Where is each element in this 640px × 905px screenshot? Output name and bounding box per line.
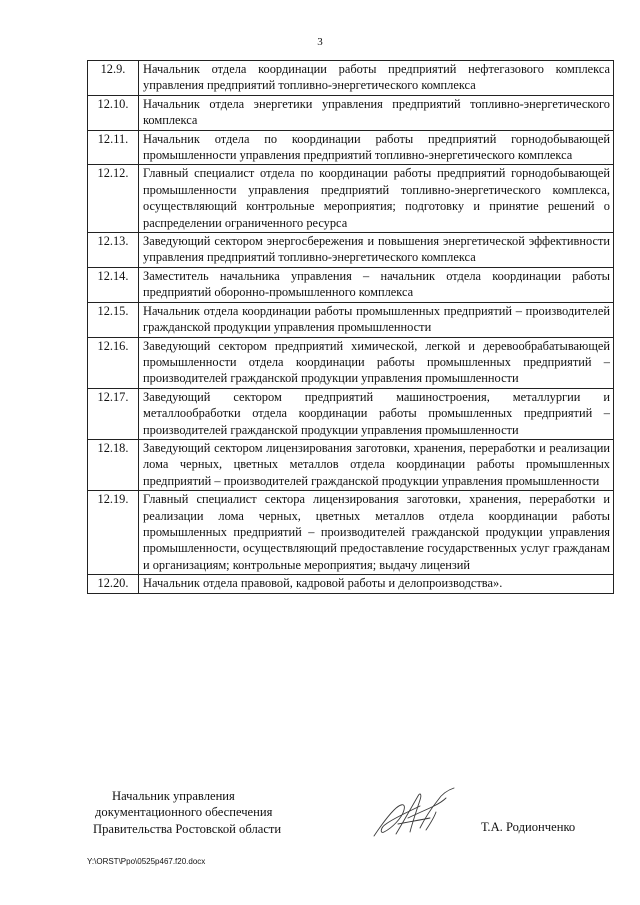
- row-position-title: Главный специалист отдела по координации работы предприятий горнодобывающей промышленности управления предприятий топливно-энергетического комплекса, осуществляющий контрольные мероприятия; подготовку и принятие решений о распределении ограниченного ресурса: [139, 165, 614, 233]
- row-number: 12.20.: [88, 575, 139, 593]
- table-row: [88, 337, 614, 388]
- table-row: [88, 233, 614, 268]
- table-row: [88, 61, 614, 96]
- table-row: [88, 302, 614, 337]
- row-position-title: Заведующий сектором предприятий химической, легкой и деревообрабатывающей промышленности отдела координации работы промышленных предприятий – производителей гражданской продукции управления промышленности: [139, 337, 614, 388]
- table-row: [88, 439, 614, 490]
- positions-table-body: [88, 61, 614, 594]
- file-path: Y:\ORST\Ppo\0525p467.f20.docx: [87, 857, 206, 866]
- row-position-title: Заведующий сектором предприятий машиностроения, металлургии и металлообработки отдела координации работы промышленных предприятий – производителей гражданской продукции управления промышленности: [139, 388, 614, 439]
- row-position-title: Заведующий сектором энергосбережения и повышения энергетической эффективности управления предприятий топливно-энергетического комплекса: [139, 233, 614, 268]
- signer-name: Т.А. Родионченко: [481, 820, 576, 834]
- row-number: 12.17.: [88, 388, 139, 439]
- row-number: 12.15.: [88, 302, 139, 337]
- table-row: [88, 130, 614, 165]
- row-number: 12.14.: [88, 267, 139, 302]
- row-position-title: Заместитель начальника управления – начальник отдела координации работы предприятий оборонно-промышленного комплекса: [139, 267, 614, 302]
- row-number: 12.10.: [88, 95, 139, 130]
- table-row: [88, 267, 614, 302]
- row-number: 12.11.: [88, 130, 139, 165]
- row-position-title: Главный специалист сектора лицензирования заготовки, хранения, переработки и реализации лома черных, цветных металлов отдела координации работы промышленных предприятий – производителей гражданской продукции управления промышленности, осуществляющий предоставление государственных услуг гражданам и организациям; контрольные мероприятия; выдачу лицензий: [139, 491, 614, 575]
- page-number: 3: [317, 36, 323, 48]
- row-position-title: Начальник отдела энергетики управления предприятий топливно-энергетического комплекса: [139, 95, 614, 130]
- row-number: 12.13.: [88, 233, 139, 268]
- signature-title-line-2: документационного обеспечения: [95, 805, 273, 820]
- table-row: [88, 165, 614, 233]
- table-row: [88, 575, 614, 593]
- row-position-title: Начальник отдела по координации работы предприятий горнодобывающей промышленности управления предприятий топливно-энергетического комплекса: [139, 130, 614, 165]
- row-number: 12.12.: [88, 165, 139, 233]
- table-row: [88, 388, 614, 439]
- row-position-title: Начальник отдела координации работы предприятий нефтегазового комплекса управления предприятий топливно-энергетического комплекса: [139, 61, 614, 96]
- row-position-title: Заведующий сектором лицензирования заготовки, хранения, переработки и реализации лома черных, цветных металлов отдела координации работы промышленных предприятий – производителей гражданской продукции управления промышленности: [139, 439, 614, 490]
- row-number: 12.18.: [88, 439, 139, 490]
- signature-title-line-3: Правительства Ростовской области: [93, 821, 282, 836]
- table-row: [88, 491, 614, 575]
- row-number: 12.16.: [88, 337, 139, 388]
- row-position-title: Начальник отдела правовой, кадровой работы и делопроизводства».: [139, 575, 614, 593]
- row-number: 12.9.: [88, 61, 139, 96]
- handwritten-signature-icon: [368, 784, 460, 844]
- row-position-title: Начальник отдела координации работы промышленных предприятий – производителей гражданской продукции управления промышленности: [139, 302, 614, 337]
- signature-title-line-1: Начальник управления: [112, 789, 235, 803]
- signature-block: [95, 788, 281, 837]
- table-row: [88, 95, 614, 130]
- row-number: 12.19.: [88, 491, 139, 575]
- positions-table: [87, 60, 614, 594]
